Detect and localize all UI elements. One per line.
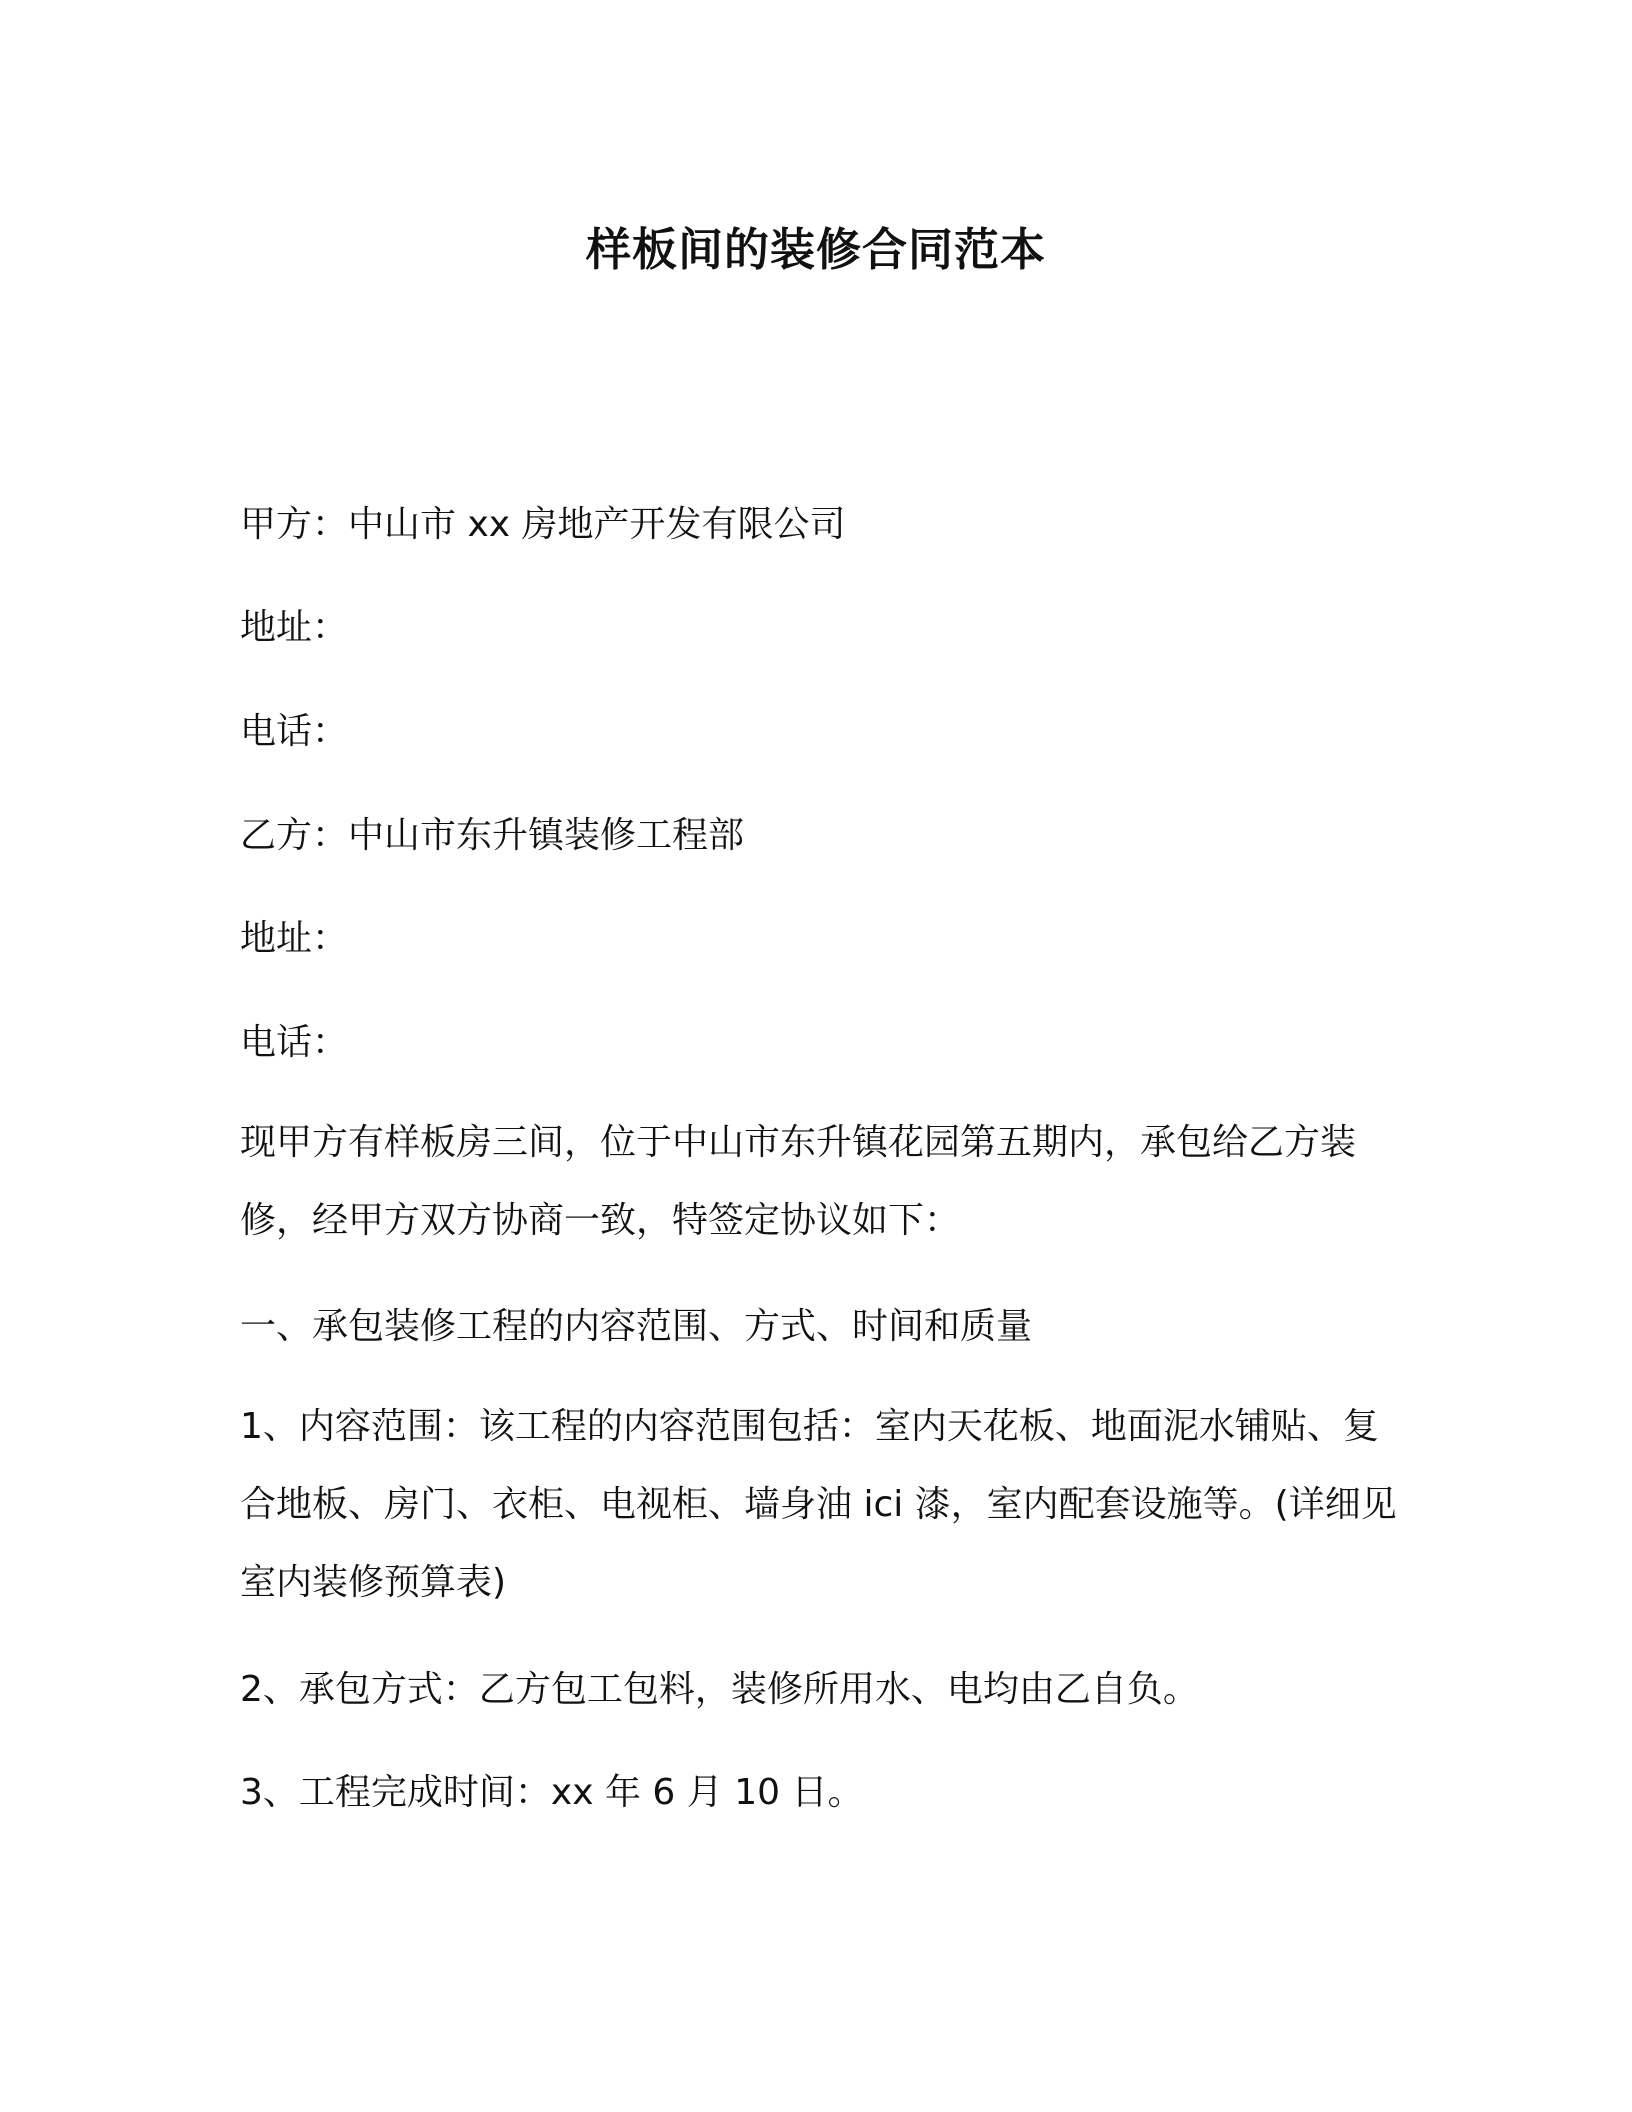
party-a-phone: 电话： — [240, 711, 349, 752]
party-a-address: 地址： — [240, 607, 349, 648]
clause-1-paragraph: 1、内容范围：该工程的内容范围包括：室内天花板、地面泥水铺贴、复合地板、房门、衣柜、电视柜、墙身油 ici 漆，室内配套设施等。(详细见室内装修预算表) — [240, 1406, 1397, 1603]
preamble-paragraph: 现甲方有样板房三间，位于中山市东升镇花园第五期内，承包给乙方装修，经甲方双方协商一致，特签定协议如下： — [240, 1122, 1357, 1241]
clause-3-paragraph: 3、工程完成时间：xx 年 6 月 10 日。 — [240, 1772, 864, 1813]
party-b-address: 地址： — [240, 918, 349, 959]
section-1-heading: 一、承包装修工程的内容范围、方式、时间和质量 — [240, 1306, 1033, 1347]
party-a-name: 甲方：中山市 xx 房地产开发有限公司 — [240, 504, 846, 545]
party-b-phone: 电话： — [240, 1022, 349, 1063]
party-b-name: 乙方：中山市东升镇装修工程部 — [240, 815, 745, 856]
document-title: 样板间的装修合同范本 — [585, 223, 1046, 276]
clause-2-paragraph: 2、承包方式：乙方包工包料，装修所用水、电均由乙自负。 — [240, 1669, 1199, 1710]
